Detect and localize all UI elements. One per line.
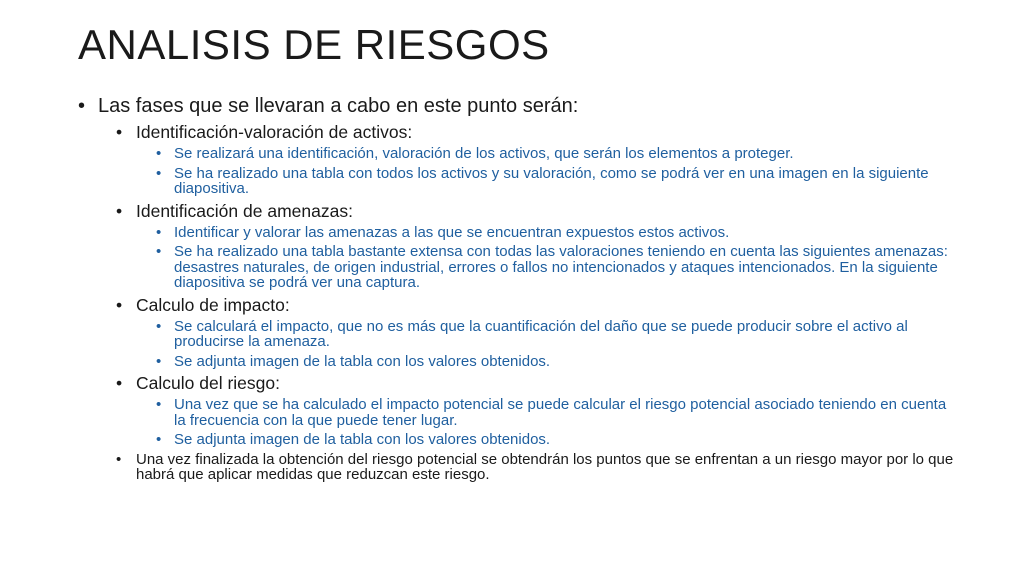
section-heading-activos xyxy=(78,122,958,143)
bullet-dot: • xyxy=(156,352,162,370)
list-item xyxy=(78,244,958,291)
section-heading-text: Identificación de amenazas: xyxy=(136,200,353,221)
section-heading-text: Identificación-valoración de activos: xyxy=(136,122,413,142)
bullet-list xyxy=(78,94,958,485)
bullet-dot: • xyxy=(156,396,162,413)
bullet-dot: • xyxy=(156,164,162,182)
bullet-dot: • xyxy=(116,122,123,142)
section-heading-amenazas xyxy=(78,201,958,222)
list-item-text: Se calculará el impacto, que no es más que la cuantificación del daño que se puede producir sobre el activo al producirse la amenaza. xyxy=(174,317,908,350)
conclusion-bullet xyxy=(78,452,958,483)
list-item xyxy=(78,354,958,370)
conclusion-text: Una vez finalizada la obtención del riesgo potencial se obtendrán los puntos que se enfrentan a un riesgo mayor por lo que habrá que aplicar medidas que reduzcan este riesgo. xyxy=(136,450,954,483)
list-item xyxy=(78,319,958,350)
list-item xyxy=(78,225,958,241)
section-heading-text: Calculo del riesgo: xyxy=(136,373,280,393)
list-item-text: Una vez que se ha calculado el impacto potencial se puede calcular el riesgo potencial asociado teniendo en cuenta la frecuencia con la que puede tener lugar. xyxy=(174,396,947,429)
intro-text: Las fases que se llevaran a cabo en este punto serán: xyxy=(98,95,579,117)
list-item-text: Se adjunta imagen de la tabla con los valores obtenidos. xyxy=(174,352,551,370)
bullet-dot: • xyxy=(116,200,123,221)
list-item-text: Se ha realizado una tabla con todos los activos y su valoración, como se podrá ver en una imagen en la siguiente diapositiva. xyxy=(174,164,929,197)
list-item xyxy=(78,166,958,197)
bullet-dot: • xyxy=(156,431,162,448)
bullet-dot: • xyxy=(156,243,162,260)
list-item xyxy=(78,146,958,162)
bullet-dot: • xyxy=(156,223,162,241)
list-item-text: Se realizará una identificación, valoración de los activos, que serán los elementos a proteger. xyxy=(174,145,794,162)
section-heading-text: Calculo de impacto: xyxy=(136,294,290,315)
bullet-dot: • xyxy=(116,373,123,393)
bullet-dot: • xyxy=(116,450,122,468)
intro-bullet xyxy=(78,94,958,118)
list-item-text: Se adjunta imagen de la tabla con los valores obtenidos. xyxy=(174,431,551,448)
bullet-dot: • xyxy=(156,145,162,162)
bullet-dot: • xyxy=(116,294,123,315)
section-heading-riesgo xyxy=(78,373,958,394)
section-heading-impacto xyxy=(78,295,958,316)
bullet-dot: • xyxy=(156,317,162,335)
bullet-dot: • xyxy=(78,95,86,117)
list-item xyxy=(78,432,958,448)
list-item-text: Se ha realizado una tabla bastante extensa con todas las valoraciones teniendo en cuenta las siguientes amenazas: desastres naturales, de origen industrial, errores o fallos no intencionados y ataques intencionados. En la siguiente diapositiva se podrá ver una captura. xyxy=(174,243,948,291)
list-item-text: Identificar y valorar las amenazas a las que se encuentran expuestos estos activos. xyxy=(174,223,730,241)
page-title: ANALISIS DE RIESGOS xyxy=(78,21,550,68)
list-item xyxy=(78,397,958,428)
